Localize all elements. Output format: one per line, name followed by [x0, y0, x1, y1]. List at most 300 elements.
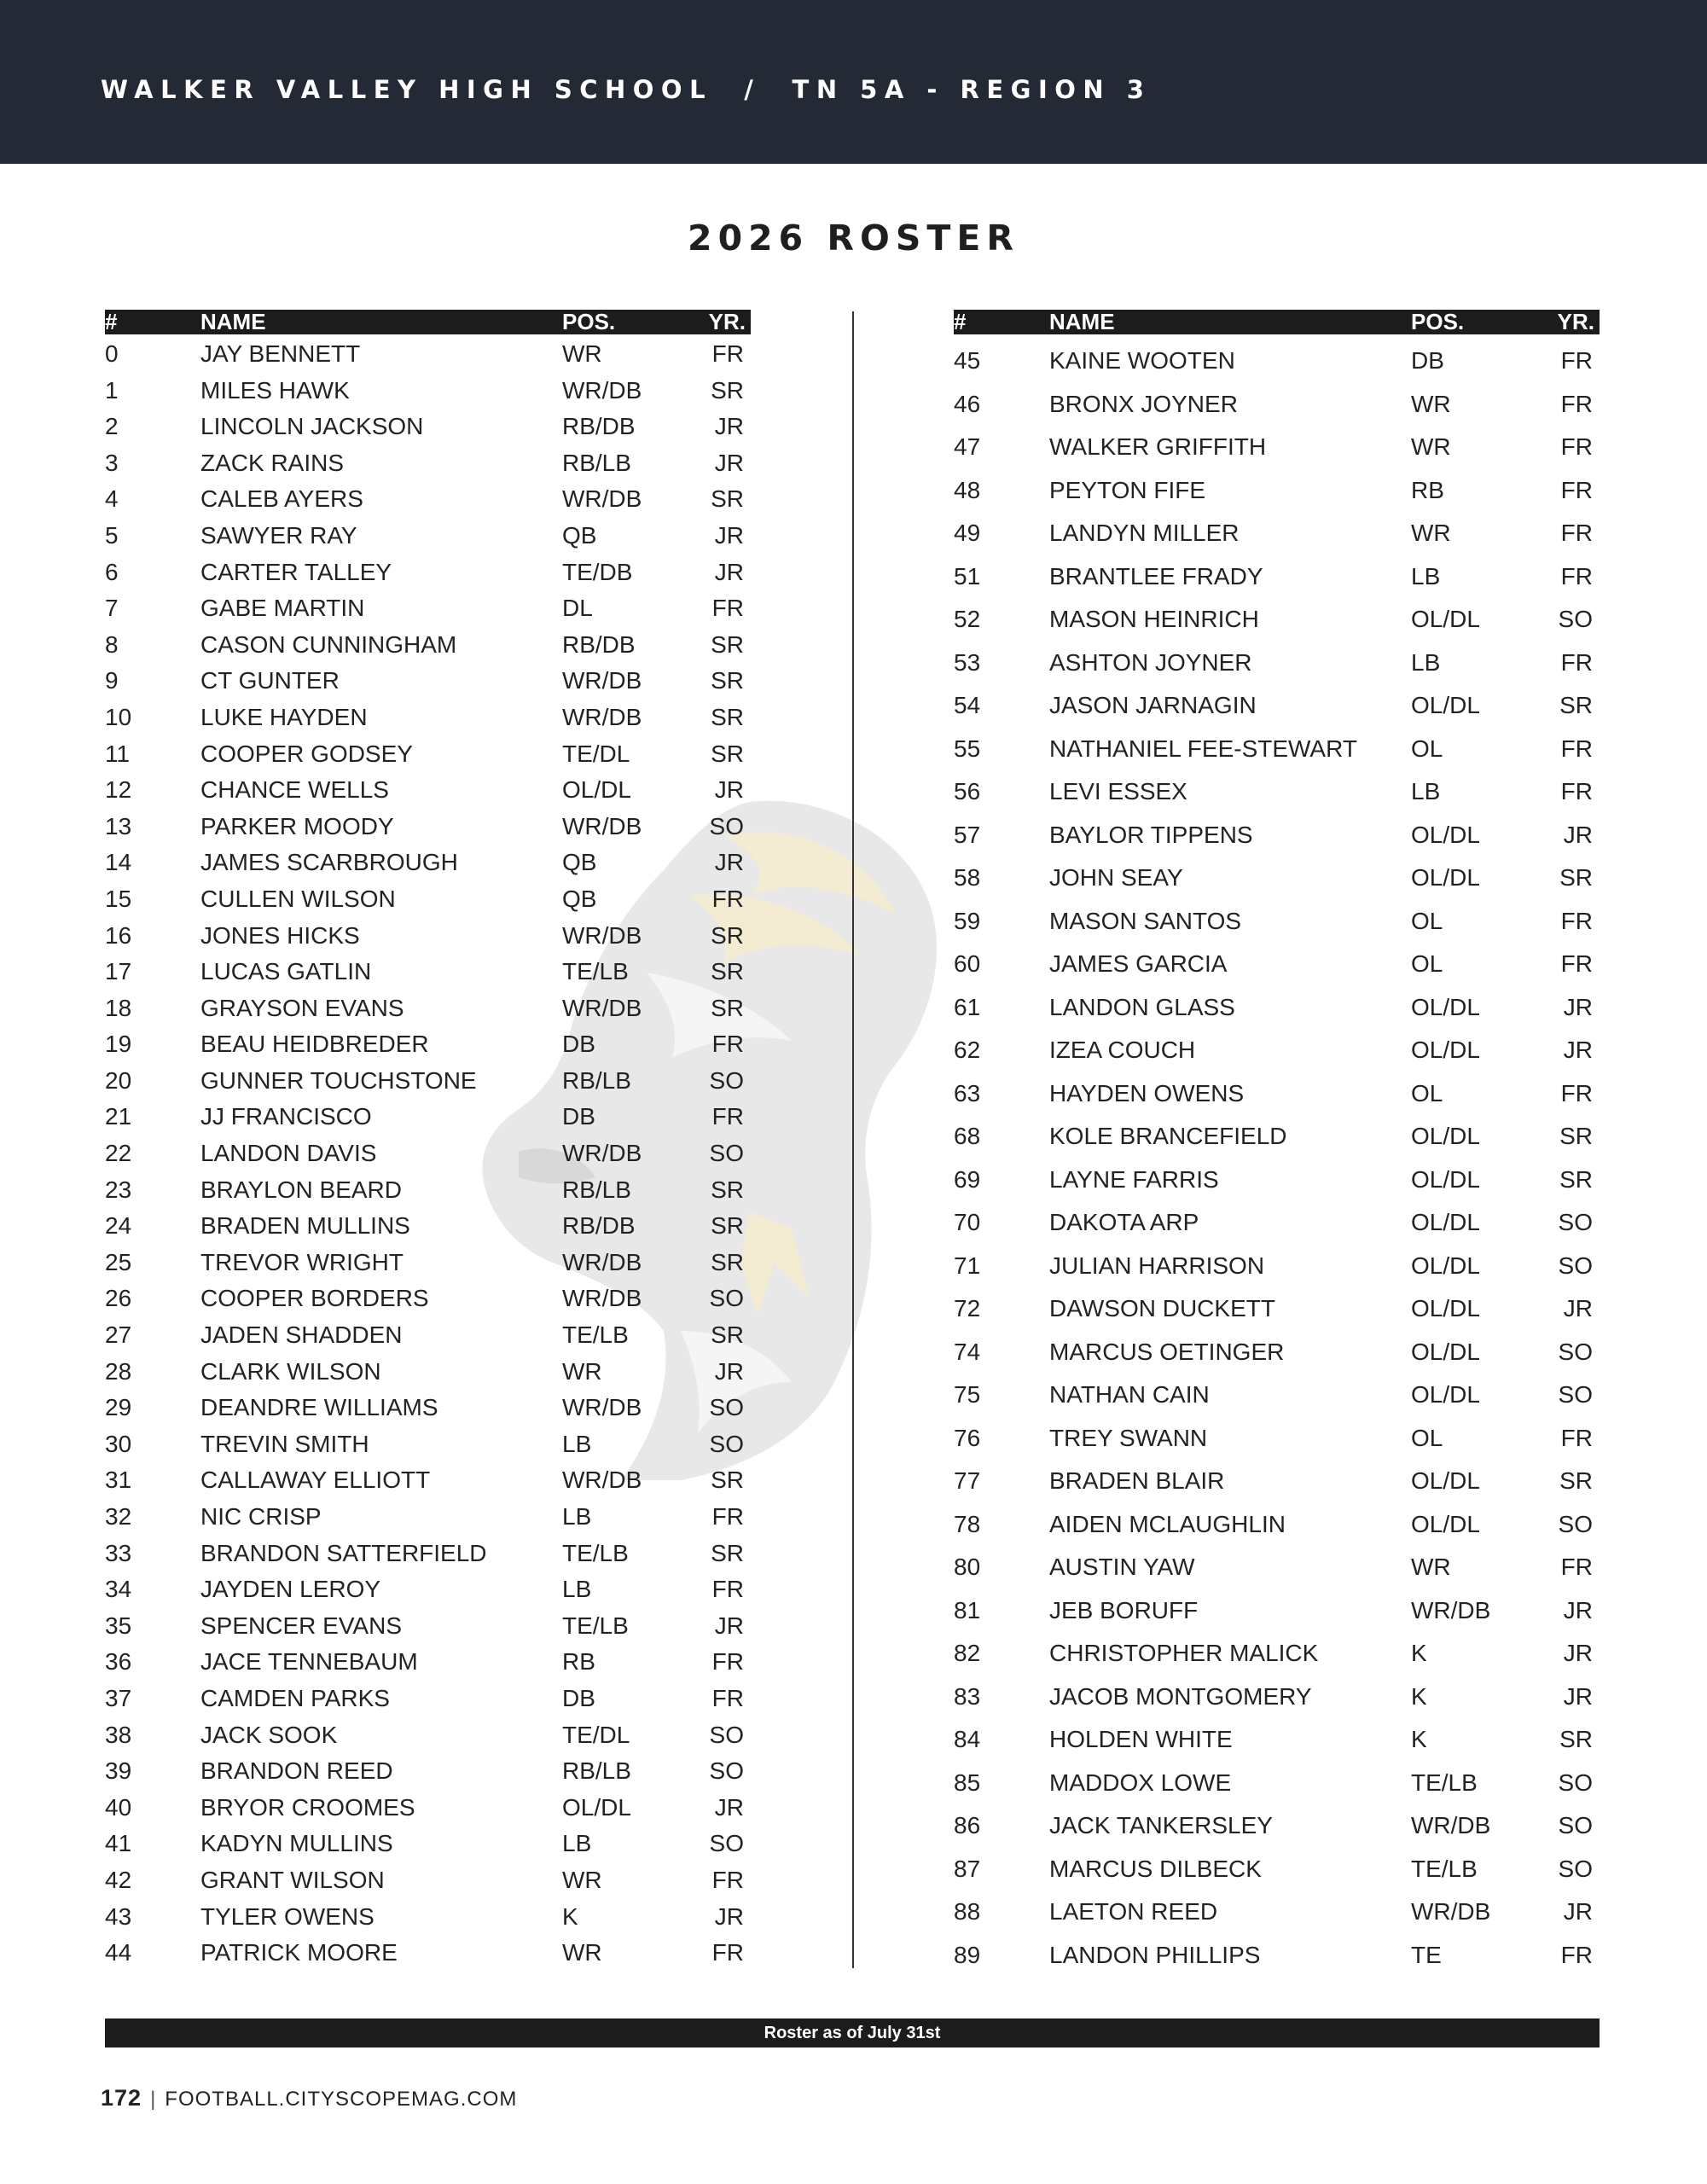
player-name: JJ FRANCISCO [200, 1103, 372, 1130]
player-position: WR/DB [562, 485, 642, 513]
player-name: ZACK RAINS [200, 449, 345, 476]
player-position: LB [1411, 778, 1441, 804]
player-year: SR [711, 630, 744, 658]
column-divider [852, 311, 854, 1968]
table-row [105, 373, 751, 410]
player-position: K [1411, 1640, 1427, 1666]
table-row [954, 897, 1600, 940]
player-year: SO [1558, 1855, 1593, 1882]
banner-title: WALKER VALLEY HIGH SCHOOL / TN 5A - REGION 3 [101, 75, 1152, 104]
player-position: WR/DB [562, 812, 642, 839]
player-position: WR [562, 340, 602, 367]
player-name: CAMDEN PARKS [200, 1684, 390, 1711]
player-position: LB [1411, 648, 1441, 676]
player-number: 55 [954, 735, 981, 762]
player-position: WR [1411, 433, 1451, 460]
player-number: 72 [954, 1295, 981, 1321]
table-header [105, 310, 751, 334]
table-row [105, 1536, 751, 1572]
player-position: OL [1411, 950, 1443, 977]
player-year: JR [1563, 1295, 1593, 1321]
player-number: 44 [105, 1939, 132, 1966]
player-position: WR/DB [562, 1394, 642, 1421]
player-name: KOLE BRANCEFIELD [1049, 1123, 1287, 1149]
table-row [105, 1026, 751, 1063]
player-number: 34 [105, 1576, 132, 1603]
player-position: WR/DB [562, 994, 642, 1021]
player-position: LB [562, 1576, 592, 1603]
player-number: 71 [954, 1252, 981, 1279]
player-position: K [1411, 1726, 1427, 1752]
table-row [105, 990, 751, 1027]
player-name: LANDON PHILLIPS [1049, 1941, 1261, 1968]
player-year: SR [711, 1467, 744, 1494]
table-row [105, 1899, 751, 1936]
table-row [105, 445, 751, 482]
player-number: 5 [105, 521, 119, 549]
player-year: JR [714, 521, 744, 549]
player-position: TE [1411, 1941, 1442, 1968]
player-number: 13 [105, 812, 132, 839]
footer-separator: | [150, 2088, 157, 2111]
player-year: FR [1560, 476, 1593, 503]
player-name: DEANDRE WILLIAMS [200, 1394, 438, 1421]
player-number: 61 [954, 993, 981, 1020]
table-row [954, 767, 1600, 810]
player-position: OL [1411, 735, 1443, 762]
header-name: NAME [200, 309, 266, 334]
player-year: FR [1560, 1554, 1593, 1580]
player-year: SO [1558, 1209, 1593, 1235]
player-number: 83 [954, 1682, 981, 1710]
table-row [105, 1317, 751, 1354]
player-name: LEVI ESSEX [1049, 778, 1187, 804]
player-number: 30 [105, 1430, 132, 1457]
table-row [105, 1499, 751, 1536]
player-year: FR [1560, 347, 1593, 374]
table-row [954, 1241, 1600, 1285]
player-position: QB [562, 885, 597, 912]
table-row [105, 1681, 751, 1717]
player-name: BAYLOR TIPPENS [1049, 821, 1253, 848]
roster-table-right [954, 310, 1600, 1973]
table-row [954, 1844, 1600, 1888]
player-year: FR [1560, 648, 1593, 676]
player-number: 29 [105, 1394, 132, 1421]
table-row [105, 1426, 751, 1463]
table-row [105, 845, 751, 881]
player-position: RB/LB [562, 449, 631, 476]
player-year: SO [709, 1066, 744, 1094]
player-position: OL [1411, 907, 1443, 934]
player-name: LINCOLN JACKSON [200, 413, 424, 440]
player-year: FR [711, 885, 744, 912]
player-name: TREVOR WRIGHT [200, 1248, 404, 1275]
table-row [105, 1063, 751, 1100]
table-row [105, 1390, 751, 1426]
player-number: 51 [954, 562, 981, 590]
player-name: BRANDON SATTERFIELD [200, 1539, 487, 1566]
player-name: SPENCER EVANS [200, 1612, 402, 1639]
player-number: 7 [105, 595, 119, 622]
player-name: JADEN SHADDEN [200, 1321, 403, 1349]
player-year: JR [1563, 821, 1593, 848]
player-position: RB/LB [562, 1757, 631, 1785]
player-number: 15 [105, 885, 132, 912]
player-year: FR [1560, 390, 1593, 417]
table-row [954, 1112, 1600, 1155]
player-number: 82 [954, 1640, 981, 1666]
player-name: JOHN SEAY [1049, 864, 1183, 891]
table-row [105, 809, 751, 845]
player-year: FR [711, 1648, 744, 1676]
player-number: 43 [105, 1902, 132, 1930]
player-position: TE/LB [1411, 1855, 1478, 1882]
player-year: SR [711, 994, 744, 1021]
player-name: LUKE HAYDEN [200, 703, 368, 730]
player-number: 84 [954, 1726, 981, 1752]
player-year: FR [1560, 907, 1593, 934]
player-name: HAYDEN OWENS [1049, 1079, 1245, 1107]
roster-date-note: Roster as of July 31st [105, 2018, 1600, 2048]
player-name: LANDYN MILLER [1049, 520, 1240, 546]
player-number: 74 [954, 1338, 981, 1365]
player-year: SR [711, 376, 744, 404]
player-name: LANDON GLASS [1049, 993, 1235, 1020]
player-number: 59 [954, 907, 981, 934]
table-row [954, 422, 1600, 466]
player-number: 62 [954, 1037, 981, 1063]
player-name: TREVIN SMITH [200, 1430, 369, 1457]
player-number: 28 [105, 1357, 132, 1385]
table-row [105, 1354, 751, 1391]
player-year: SO [709, 1430, 744, 1457]
player-year: JR [714, 1902, 744, 1930]
player-number: 88 [954, 1898, 981, 1925]
player-position: WR/DB [562, 1467, 642, 1494]
roster-table-left [105, 310, 751, 1972]
player-year: FR [711, 1576, 744, 1603]
player-number: 75 [954, 1381, 981, 1408]
table-row [105, 1608, 751, 1645]
player-number: 21 [105, 1103, 132, 1130]
table-row [105, 1935, 751, 1972]
player-position: TE/DL [562, 740, 630, 767]
player-number: 81 [954, 1596, 981, 1623]
header-number: # [954, 309, 967, 334]
player-position: LB [562, 1503, 592, 1530]
table-row [954, 1284, 1600, 1327]
table-row [954, 1069, 1600, 1112]
player-year: SO [1558, 606, 1593, 632]
table-row [105, 1753, 751, 1790]
player-name: BRAYLON BEARD [200, 1176, 402, 1203]
player-year: FR [711, 595, 744, 622]
player-number: 85 [954, 1769, 981, 1796]
player-name: CLARK WILSON [200, 1357, 381, 1385]
footer-site-link[interactable]: FOOTBALL.CITYSCOPEMAG.COM [165, 2088, 518, 2111]
player-position: OL/DL [1411, 1510, 1480, 1537]
table-row [105, 336, 751, 373]
page-title: 2026 ROSTER [688, 218, 1019, 258]
player-position: WR [562, 1866, 602, 1893]
player-number: 25 [105, 1248, 132, 1275]
table-header [954, 310, 1600, 334]
page-number: 172 [101, 2085, 142, 2111]
player-number: 69 [954, 1165, 981, 1193]
player-position: OL/DL [1411, 993, 1480, 1020]
player-position: RB/LB [562, 1176, 631, 1203]
player-year: JR [714, 413, 744, 440]
player-name: PARKER MOODY [200, 812, 394, 839]
player-year: JR [714, 558, 744, 585]
player-name: CULLEN WILSON [200, 885, 396, 912]
player-year: SO [1558, 1812, 1593, 1838]
player-year: FR [711, 1503, 744, 1530]
player-number: 57 [954, 821, 981, 848]
player-year: SO [709, 812, 744, 839]
player-position: WR/DB [562, 921, 642, 949]
player-name: BRADEN BLAIR [1049, 1467, 1225, 1494]
player-number: 8 [105, 630, 119, 658]
player-position: WR [1411, 1554, 1451, 1580]
player-name: CHANCE WELLS [200, 776, 389, 804]
player-position: WR/DB [562, 703, 642, 730]
player-name: JACE TENNEBAUM [200, 1648, 418, 1676]
table-row [105, 590, 751, 627]
player-year: FR [711, 1103, 744, 1130]
player-position: DL [562, 595, 593, 622]
table-row [105, 1790, 751, 1827]
player-position: WR/DB [1411, 1596, 1491, 1623]
player-year: JR [714, 849, 744, 876]
player-number: 33 [105, 1539, 132, 1566]
header-year: YR. [1557, 309, 1594, 334]
table-row [954, 1758, 1600, 1802]
player-position: WR [1411, 390, 1451, 417]
player-name: COOPER GODSEY [200, 740, 413, 767]
player-year: SO [709, 1394, 744, 1421]
table-row [954, 466, 1600, 509]
player-name: BRONX JOYNER [1049, 390, 1238, 417]
player-number: 68 [954, 1123, 981, 1149]
player-name: BRYOR CROOMES [200, 1793, 415, 1821]
player-position: TE/LB [562, 1321, 629, 1349]
player-number: 31 [105, 1467, 132, 1494]
table-row [105, 1245, 751, 1281]
player-year: FR [711, 1684, 744, 1711]
player-year: JR [1563, 1640, 1593, 1666]
player-number: 38 [105, 1721, 132, 1748]
table-row [105, 772, 751, 809]
player-year: FR [1560, 950, 1593, 977]
player-year: SO [1558, 1381, 1593, 1408]
player-number: 27 [105, 1321, 132, 1349]
player-position: WR/DB [1411, 1898, 1491, 1925]
player-number: 17 [105, 958, 132, 985]
table-row [954, 508, 1600, 552]
player-position: TE/LB [562, 1539, 629, 1566]
player-position: OL/DL [1411, 1295, 1480, 1321]
player-number: 3 [105, 449, 119, 476]
player-number: 60 [954, 950, 981, 977]
player-name: BEAU HEIDBREDER [200, 1031, 429, 1058]
table-row [954, 1327, 1600, 1371]
table-row [954, 1931, 1600, 1974]
player-name: MARCUS DILBECK [1049, 1855, 1262, 1882]
player-name: LUCAS GATLIN [200, 958, 372, 985]
player-position: LB [1411, 562, 1441, 590]
player-number: 87 [954, 1855, 981, 1882]
player-name: BRANDON REED [200, 1757, 393, 1785]
player-position: TE/DB [562, 558, 633, 585]
player-number: 53 [954, 648, 981, 676]
player-number: 36 [105, 1648, 132, 1676]
table-row [954, 1155, 1600, 1199]
player-year: SR [711, 958, 744, 985]
player-year: SR [711, 485, 744, 513]
player-number: 47 [954, 433, 981, 460]
table-row [105, 409, 751, 445]
player-position: RB/LB [562, 1066, 631, 1094]
player-year: FR [1560, 520, 1593, 546]
player-number: 12 [105, 776, 132, 804]
player-year: SO [1558, 1252, 1593, 1279]
player-name: MASON SANTOS [1049, 907, 1242, 934]
player-name: BRADEN MULLINS [200, 1212, 410, 1240]
table-row [954, 1500, 1600, 1543]
player-number: 54 [954, 692, 981, 718]
table-row [954, 1715, 1600, 1758]
player-number: 49 [954, 520, 981, 546]
player-year: JR [714, 1357, 744, 1385]
player-name: COOPER BORDERS [200, 1285, 429, 1312]
player-name: DAKOTA ARP [1049, 1209, 1199, 1235]
player-number: 22 [105, 1140, 132, 1167]
player-name: MASON HEINRICH [1049, 606, 1259, 632]
player-name: JAYDEN LEROY [200, 1576, 381, 1603]
player-name: GRAYSON EVANS [200, 994, 404, 1021]
table-row [105, 700, 751, 736]
table-row [954, 1586, 1600, 1629]
player-position: WR/DB [562, 1248, 642, 1275]
player-position: WR/DB [562, 667, 642, 694]
table-row [954, 1672, 1600, 1716]
player-year: JR [1563, 1898, 1593, 1925]
table-row [105, 1136, 751, 1172]
player-number: 48 [954, 476, 981, 503]
player-position: OL/DL [1411, 821, 1480, 848]
player-position: OL/DL [1411, 606, 1480, 632]
player-position: OL/DL [1411, 1037, 1480, 1063]
player-name: CASON CUNNINGHAM [200, 630, 457, 658]
player-year: FR [1560, 562, 1593, 590]
page-footer [101, 2085, 517, 2111]
player-number: 52 [954, 606, 981, 632]
player-position: DB [562, 1684, 595, 1711]
player-position: DB [562, 1031, 595, 1058]
table-row [954, 1887, 1600, 1931]
player-number: 42 [105, 1866, 132, 1893]
player-name: AIDEN MCLAUGHLIN [1049, 1510, 1286, 1537]
player-year: JR [1563, 1682, 1593, 1710]
player-number: 23 [105, 1176, 132, 1203]
player-year: SO [709, 1140, 744, 1167]
player-name: MADDOX LOWE [1049, 1769, 1232, 1796]
table-row [105, 954, 751, 990]
table-row [954, 1629, 1600, 1672]
player-name: DAWSON DUCKETT [1049, 1295, 1275, 1321]
player-number: 24 [105, 1212, 132, 1240]
player-position: WR/DB [562, 376, 642, 404]
player-name: GABE MARTIN [200, 595, 365, 622]
table-row [954, 552, 1600, 595]
player-number: 11 [105, 740, 131, 767]
player-number: 76 [954, 1424, 981, 1451]
player-year: SR [711, 1321, 744, 1349]
table-row [954, 336, 1600, 380]
player-position: QB [562, 849, 597, 876]
table-row [105, 918, 751, 955]
player-year: SR [711, 1212, 744, 1240]
player-number: 39 [105, 1757, 132, 1785]
player-number: 86 [954, 1812, 981, 1838]
player-number: 46 [954, 390, 981, 417]
player-position: K [562, 1902, 578, 1930]
player-year: FR [1560, 1941, 1593, 1968]
player-position: OL/DL [1411, 1252, 1480, 1279]
player-name: IZEA COUCH [1049, 1037, 1196, 1063]
player-name: AUSTIN YAW [1049, 1554, 1195, 1580]
table-row [105, 736, 751, 773]
player-name: MARCUS OETINGER [1049, 1338, 1285, 1365]
player-position: OL/DL [1411, 1467, 1480, 1494]
player-number: 16 [105, 921, 132, 949]
player-year: SR [1559, 1123, 1593, 1149]
player-position: TE/LB [562, 958, 629, 985]
player-position: DB [562, 1103, 595, 1130]
player-position: OL/DL [1411, 1209, 1480, 1235]
player-name: CARTER TALLEY [200, 558, 392, 585]
header-position: POS. [562, 309, 616, 334]
player-name: JACOB MONTGOMERY [1049, 1682, 1312, 1710]
player-number: 18 [105, 994, 132, 1021]
table-row [954, 724, 1600, 768]
player-number: 20 [105, 1066, 132, 1094]
player-position: WR/DB [562, 1285, 642, 1312]
player-name: CHRISTOPHER MALICK [1049, 1640, 1319, 1666]
table-row [105, 1571, 751, 1608]
table-row [954, 810, 1600, 854]
player-year: FR [711, 340, 744, 367]
table-row [105, 627, 751, 664]
player-number: 6 [105, 558, 119, 585]
player-position: WR [562, 1939, 602, 1966]
player-position: OL [1411, 1424, 1443, 1451]
player-position: WR [562, 1357, 602, 1385]
roster-rows-left [105, 336, 751, 1972]
player-number: 4 [105, 485, 119, 513]
player-position: RB/DB [562, 413, 636, 440]
player-year: SO [709, 1830, 744, 1857]
player-year: SO [1558, 1338, 1593, 1365]
header-name: NAME [1049, 309, 1115, 334]
player-name: TREY SWANN [1049, 1424, 1208, 1451]
table-row [105, 1172, 751, 1209]
header-year: YR. [708, 309, 746, 334]
player-position: DB [1411, 347, 1444, 374]
table-row [954, 939, 1600, 983]
